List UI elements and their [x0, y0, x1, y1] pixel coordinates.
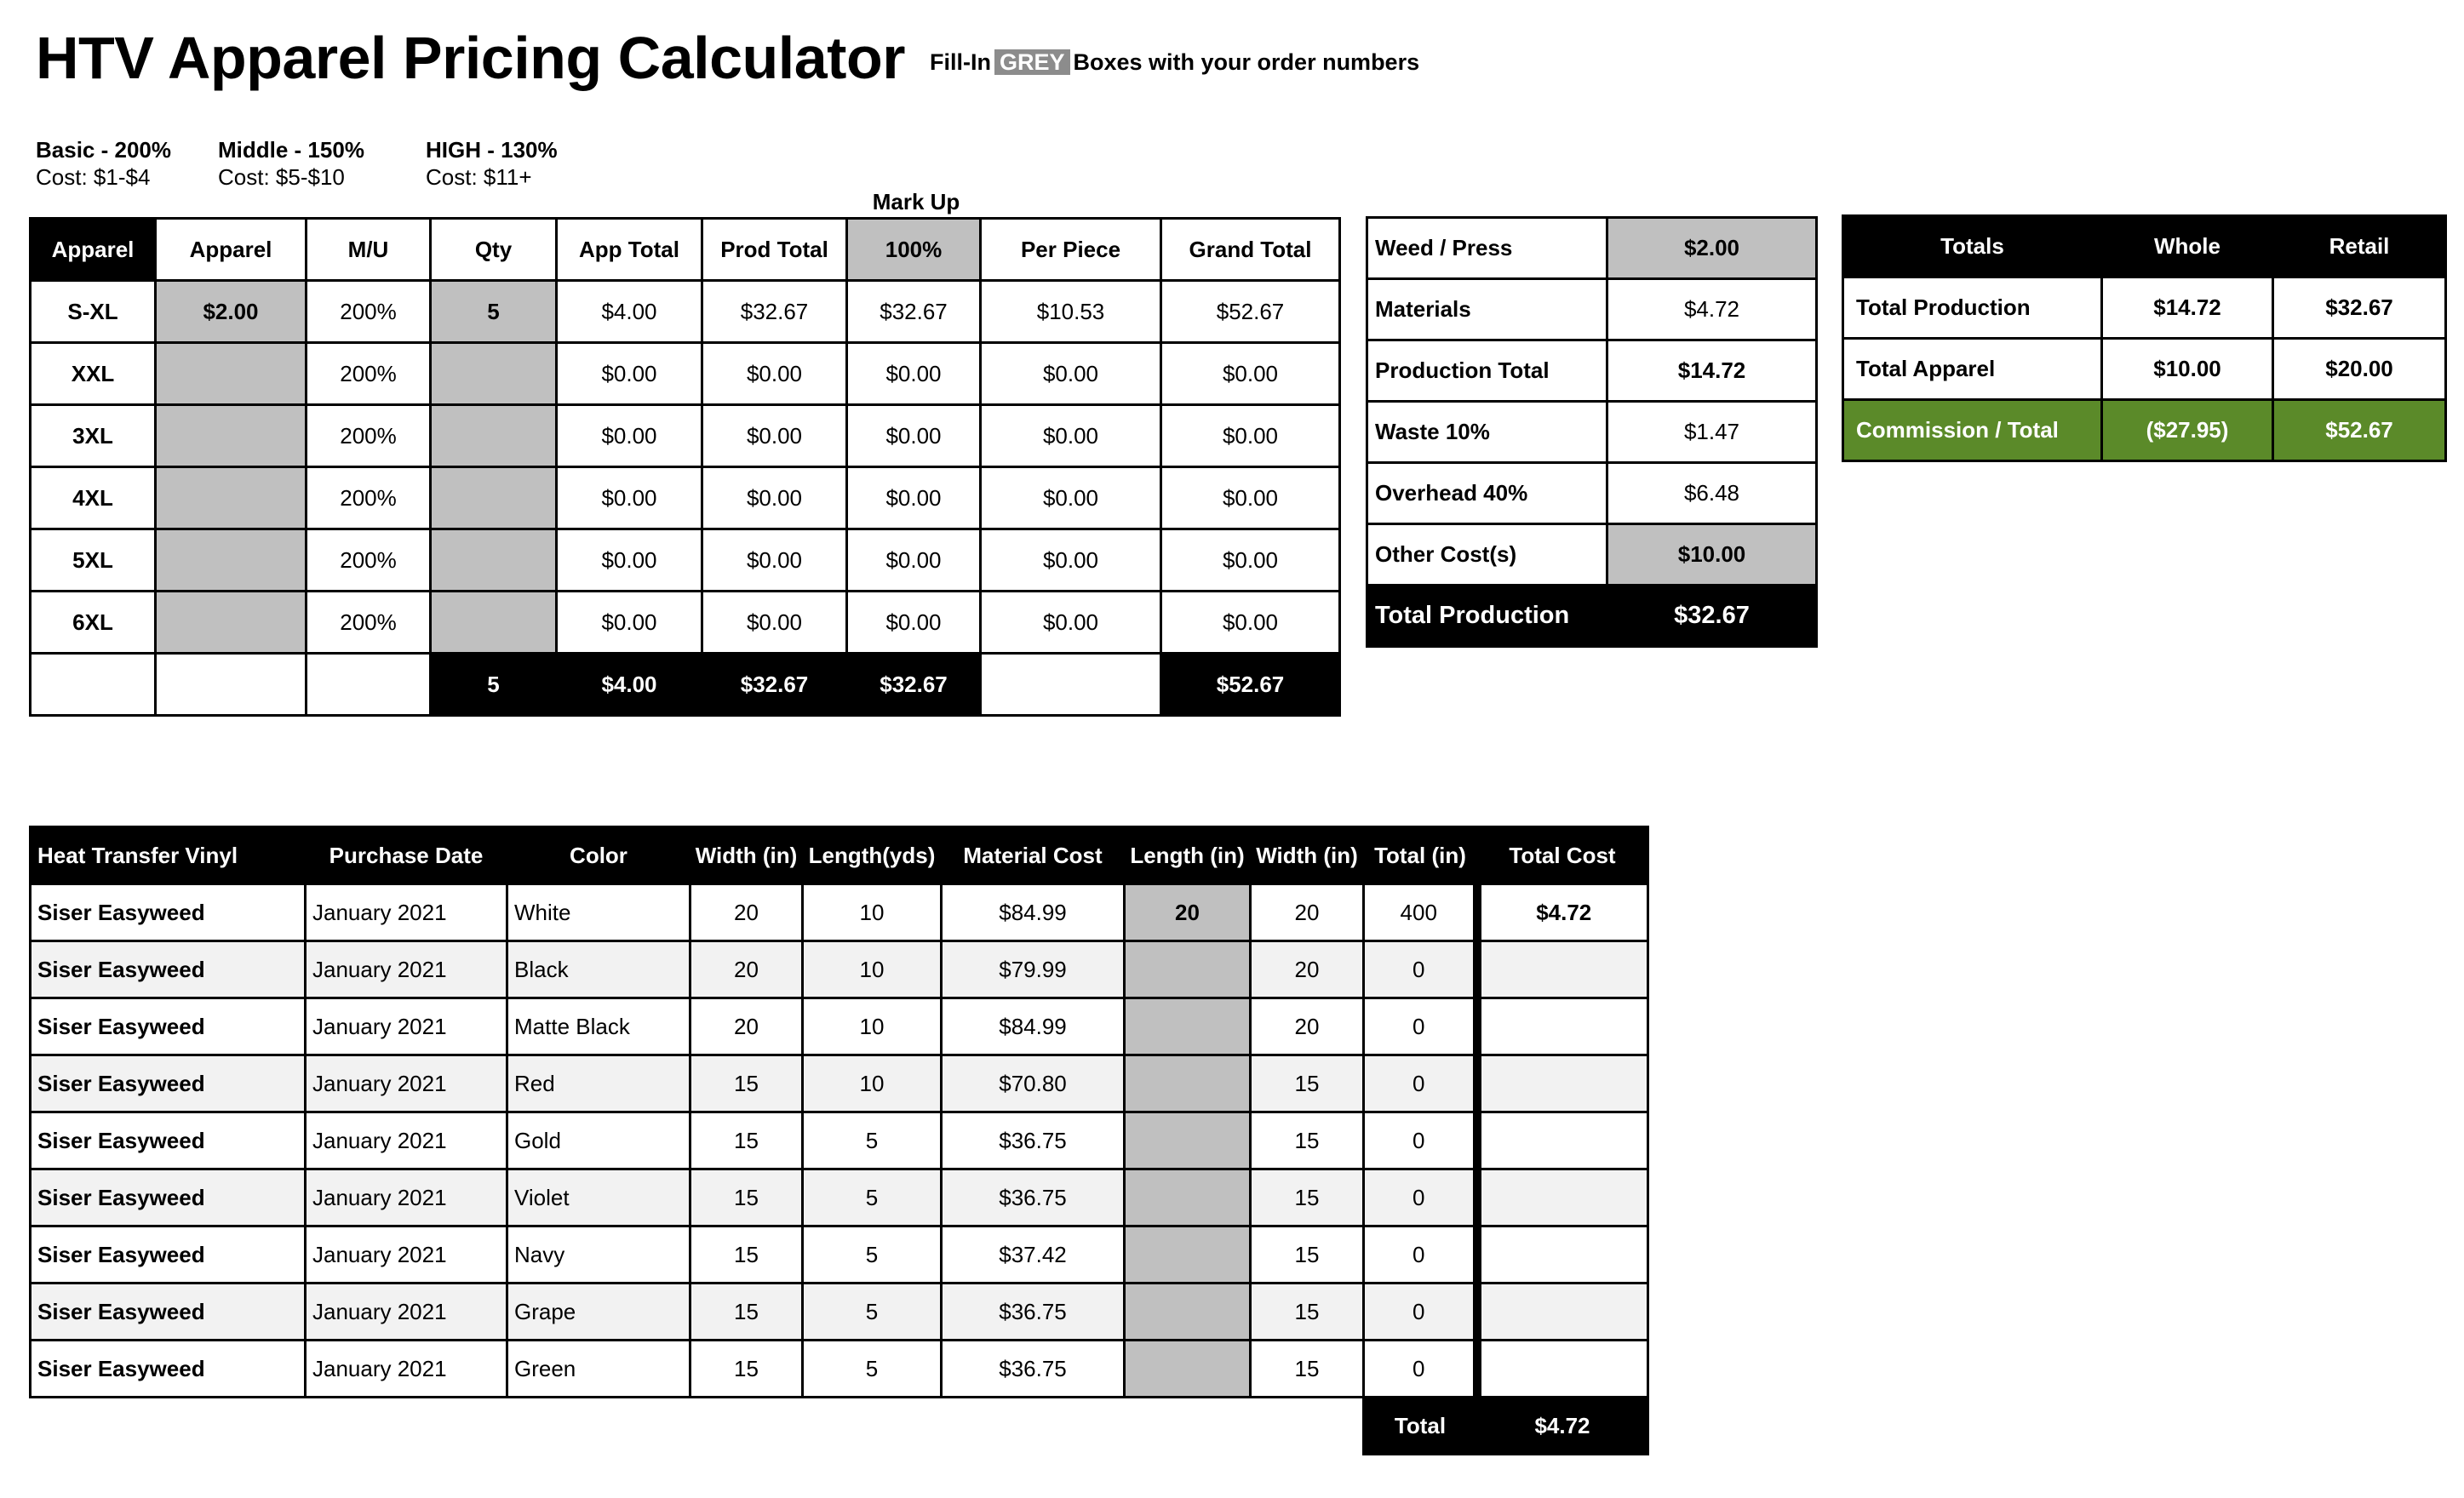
used-width-in: 15 — [1251, 1112, 1364, 1169]
length-in-input[interactable] — [1125, 998, 1251, 1055]
cost-value: $6.48 — [1607, 463, 1817, 524]
column-header: Total Cost — [1477, 827, 1648, 884]
production-cost-table — [1366, 216, 1818, 648]
table-row — [31, 1284, 1648, 1341]
grand-total-cell: $0.00 — [1161, 529, 1340, 592]
purchase-date: January 2021 — [306, 1284, 507, 1341]
tier-name: Basic - 200% — [36, 137, 171, 163]
vinyl-material-table — [29, 826, 1649, 1455]
column-header: Purchase Date — [306, 827, 507, 884]
apparel-cost-input[interactable] — [156, 467, 307, 529]
table-row — [31, 467, 1340, 529]
vinyl-name: Siser Easyweed — [31, 1284, 306, 1341]
prod-total-cell: $0.00 — [702, 343, 847, 405]
prod-total-cell: $32.67 — [702, 281, 847, 343]
cost-value: $14.72 — [1607, 340, 1817, 402]
column-header: Totals — [1843, 216, 2102, 277]
qty-input[interactable] — [431, 405, 557, 467]
per-piece-cell: $0.00 — [981, 467, 1161, 529]
material-cost: $84.99 — [942, 884, 1125, 941]
instruction-suffix: Boxes with your order numbers — [1073, 49, 1420, 75]
purchase-date: January 2021 — [306, 1112, 507, 1169]
total-in: 0 — [1364, 1284, 1477, 1341]
tier-cost: Cost: $11+ — [426, 164, 532, 190]
markup-cell: 200% — [307, 405, 431, 467]
total-cost — [1477, 1341, 1648, 1398]
total-in: 0 — [1364, 1112, 1477, 1169]
column-header: Retail — [2273, 216, 2446, 277]
commission-row — [1843, 400, 2446, 461]
table-row — [31, 941, 1648, 998]
vinyl-color: Black — [507, 941, 690, 998]
markup-value-cell: $0.00 — [847, 405, 981, 467]
column-header: Total (in) — [1364, 827, 1477, 884]
cost-label: Weed / Press — [1367, 218, 1607, 279]
used-width-in: 20 — [1251, 884, 1364, 941]
table-header-row — [31, 219, 1340, 281]
column-header: Length (in) — [1125, 827, 1251, 884]
table-row — [1843, 277, 2446, 339]
empty-cell — [31, 654, 156, 716]
vinyl-color: Green — [507, 1341, 690, 1398]
totals-label: Total Production — [1843, 277, 2102, 339]
used-width-in: 15 — [1251, 1341, 1364, 1398]
column-header: Qty — [431, 219, 557, 281]
per-piece-cell: $0.00 — [981, 592, 1161, 654]
total-cost — [1477, 998, 1648, 1055]
column-header: M/U — [307, 219, 431, 281]
prod-total-cell: $0.00 — [702, 592, 847, 654]
material-cost: $36.75 — [942, 1169, 1125, 1226]
markup-value-cell: $0.00 — [847, 343, 981, 405]
width-in: 20 — [690, 941, 803, 998]
qty-input[interactable] — [431, 529, 557, 592]
markup-cell: 200% — [307, 343, 431, 405]
size-cell: 6XL — [31, 592, 156, 654]
width-in: 15 — [690, 1112, 803, 1169]
markup-value-cell: $0.00 — [847, 529, 981, 592]
length-yds: 10 — [803, 1055, 942, 1112]
vinyl-total-value: $4.72 — [1477, 1398, 1648, 1455]
cost-label: Other Cost(s) — [1367, 524, 1607, 586]
width-in: 15 — [690, 1284, 803, 1341]
table-row — [31, 529, 1340, 592]
used-width-in: 15 — [1251, 1055, 1364, 1112]
total-in: 0 — [1364, 1226, 1477, 1284]
markup-value-cell: $32.67 — [847, 281, 981, 343]
per-piece-cell: $0.00 — [981, 343, 1161, 405]
material-cost: $36.75 — [942, 1112, 1125, 1169]
retail-value: $20.00 — [2273, 339, 2446, 400]
cost-row-waste — [1367, 402, 1817, 463]
table-row — [31, 405, 1340, 467]
width-in: 20 — [690, 884, 803, 941]
app-total-cell: $0.00 — [557, 343, 702, 405]
markup-label: Mark Up — [872, 189, 960, 214]
column-header: Material Cost — [942, 827, 1125, 884]
empty-cell — [981, 654, 1161, 716]
purchase-date: January 2021 — [306, 884, 507, 941]
empty-cell — [803, 1398, 942, 1455]
cost-row-other — [1367, 524, 1817, 586]
size-cell: XXL — [31, 343, 156, 405]
cost-row-materials — [1367, 279, 1817, 340]
markup-value-cell: $0.00 — [847, 592, 981, 654]
purchase-date: January 2021 — [306, 1226, 507, 1284]
markup-percent-input[interactable]: 100% — [847, 219, 981, 281]
material-cost: $37.42 — [942, 1226, 1125, 1284]
empty-cell — [307, 654, 431, 716]
total-cost: $4.72 — [1477, 884, 1648, 941]
total-cost — [1477, 1055, 1648, 1112]
empty-cell — [306, 1398, 507, 1455]
length-in-input[interactable] — [1125, 1226, 1251, 1284]
whole-value: ($27.95) — [2102, 400, 2273, 461]
material-cost: $84.99 — [942, 998, 1125, 1055]
totals-row — [31, 654, 1340, 716]
qty-input[interactable] — [431, 467, 557, 529]
tier-basic — [36, 136, 171, 191]
whole-value: $10.00 — [2102, 339, 2273, 400]
table-row — [31, 343, 1340, 405]
qty-total: 5 — [431, 654, 557, 716]
vinyl-color: Matte Black — [507, 998, 690, 1055]
vinyl-name: Siser Easyweed — [31, 1169, 306, 1226]
per-piece-cell: $10.53 — [981, 281, 1161, 343]
length-in-input[interactable] — [1125, 1341, 1251, 1398]
purchase-date: January 2021 — [306, 1341, 507, 1398]
length-yds: 10 — [803, 941, 942, 998]
length-yds: 10 — [803, 998, 942, 1055]
length-yds: 5 — [803, 1112, 942, 1169]
length-yds: 5 — [803, 1284, 942, 1341]
used-width-in: 15 — [1251, 1169, 1364, 1226]
total-cost — [1477, 1226, 1648, 1284]
vinyl-name: Siser Easyweed — [31, 1226, 306, 1284]
tier-middle — [218, 136, 364, 191]
length-yds: 5 — [803, 1169, 942, 1226]
purchase-date: January 2021 — [306, 1169, 507, 1226]
vinyl-total-label: Total — [1364, 1398, 1477, 1455]
instruction-prefix: Fill-In — [930, 49, 991, 75]
size-cell: S-XL — [31, 281, 156, 343]
app-total-cell: $0.00 — [557, 529, 702, 592]
total-in: 0 — [1364, 941, 1477, 998]
apparel-cost-input[interactable] — [156, 343, 307, 405]
total-in: 400 — [1364, 884, 1477, 941]
empty-cell — [942, 1398, 1125, 1455]
cost-label: Materials — [1367, 279, 1607, 340]
apparel-cost-input[interactable]: $2.00 — [156, 281, 307, 343]
whole-value: $14.72 — [2102, 277, 2273, 339]
total-cost — [1477, 1169, 1648, 1226]
other-costs-input[interactable]: $10.00 — [1607, 524, 1817, 586]
markup-total-sum: $32.67 — [847, 654, 981, 716]
totals-label: Commission / Total — [1843, 400, 2102, 461]
table-row — [31, 998, 1648, 1055]
width-in: 15 — [690, 1226, 803, 1284]
width-in: 15 — [690, 1055, 803, 1112]
total-cost — [1477, 941, 1648, 998]
prod-total-cell: $0.00 — [702, 529, 847, 592]
apparel-cost-input[interactable] — [156, 592, 307, 654]
total-cost — [1477, 1112, 1648, 1169]
weed-press-input[interactable]: $2.00 — [1607, 218, 1817, 279]
material-cost: $70.80 — [942, 1055, 1125, 1112]
table-row — [31, 1226, 1648, 1284]
vinyl-color: Gold — [507, 1112, 690, 1169]
apparel-cost-input[interactable] — [156, 529, 307, 592]
column-header: Width (in) — [1251, 827, 1364, 884]
column-header: Color — [507, 827, 690, 884]
column-header: Per Piece — [981, 219, 1161, 281]
grand-total-cell: $52.67 — [1161, 281, 1340, 343]
vinyl-color: Red — [507, 1055, 690, 1112]
length-yds: 10 — [803, 884, 942, 941]
column-header: App Total — [557, 219, 702, 281]
table-row — [31, 281, 1340, 343]
vinyl-name: Siser Easyweed — [31, 1112, 306, 1169]
empty-cell — [31, 1398, 306, 1455]
empty-cell — [1251, 1398, 1364, 1455]
column-header: Apparel — [156, 219, 307, 281]
qty-input[interactable] — [431, 343, 557, 405]
column-header: Whole — [2102, 216, 2273, 277]
tier-name: Middle - 150% — [218, 137, 364, 163]
material-cost: $36.75 — [942, 1341, 1125, 1398]
app-total-cell: $4.00 — [557, 281, 702, 343]
length-yds: 5 — [803, 1341, 942, 1398]
used-width-in: 15 — [1251, 1284, 1364, 1341]
purchase-date: January 2021 — [306, 998, 507, 1055]
cost-row-total-production — [1367, 586, 1817, 647]
cost-label: Waste 10% — [1367, 402, 1607, 463]
vinyl-color: Violet — [507, 1169, 690, 1226]
cost-label: Total Production — [1367, 586, 1607, 647]
cost-label: Production Total — [1367, 340, 1607, 402]
column-header: Apparel — [31, 219, 156, 281]
markup-cell: 200% — [307, 529, 431, 592]
length-in-input[interactable] — [1125, 1169, 1251, 1226]
length-in-input[interactable] — [1125, 941, 1251, 998]
app-total-cell: $0.00 — [557, 467, 702, 529]
cost-value: $1.47 — [1607, 402, 1817, 463]
apparel-pricing-table — [29, 217, 1341, 717]
column-header: Heat Transfer Vinyl — [31, 827, 306, 884]
tier-cost: Cost: $5-$10 — [218, 164, 345, 190]
column-header: Grand Total — [1161, 219, 1340, 281]
used-width-in: 20 — [1251, 941, 1364, 998]
length-in-input[interactable]: 20 — [1125, 884, 1251, 941]
material-cost: $36.75 — [942, 1284, 1125, 1341]
vinyl-name: Siser Easyweed — [31, 1341, 306, 1398]
app-total-cell: $0.00 — [557, 592, 702, 654]
totals-label: Total Apparel — [1843, 339, 2102, 400]
qty-input[interactable]: 5 — [431, 281, 557, 343]
length-yds: 5 — [803, 1226, 942, 1284]
table-row — [31, 592, 1340, 654]
per-piece-cell: $0.00 — [981, 405, 1161, 467]
purchase-date: January 2021 — [306, 1055, 507, 1112]
width-in: 15 — [690, 1169, 803, 1226]
length-in-input[interactable] — [1125, 1112, 1251, 1169]
column-header: Prod Total — [702, 219, 847, 281]
markup-cell: 200% — [307, 467, 431, 529]
app-total-sum: $4.00 — [557, 654, 702, 716]
table-row — [31, 1055, 1648, 1112]
empty-cell — [1125, 1398, 1251, 1455]
app-total-cell: $0.00 — [557, 405, 702, 467]
retail-value: $52.67 — [2273, 400, 2446, 461]
vinyl-name: Siser Easyweed — [31, 884, 306, 941]
instruction-grey-tag: GREY — [994, 49, 1070, 75]
retail-value: $32.67 — [2273, 277, 2446, 339]
column-header: Length(yds) — [803, 827, 942, 884]
empty-cell — [156, 654, 307, 716]
total-in: 0 — [1364, 1341, 1477, 1398]
grand-total-cell: $0.00 — [1161, 405, 1340, 467]
table-header-row — [1843, 216, 2446, 277]
tier-name: HIGH - 130% — [426, 137, 558, 163]
total-in: 0 — [1364, 998, 1477, 1055]
table-row — [31, 1169, 1648, 1226]
empty-cell — [507, 1398, 690, 1455]
prod-total-cell: $0.00 — [702, 405, 847, 467]
page-title: HTV Apparel Pricing Calculator — [36, 25, 905, 91]
prod-total-cell: $0.00 — [702, 467, 847, 529]
grand-total-cell: $0.00 — [1161, 343, 1340, 405]
tier-high — [426, 136, 558, 191]
size-cell: 3XL — [31, 405, 156, 467]
table-row — [1843, 339, 2446, 400]
size-cell: 5XL — [31, 529, 156, 592]
vinyl-color: Grape — [507, 1284, 690, 1341]
cost-row-weed-press — [1367, 218, 1817, 279]
table-row — [31, 1112, 1648, 1169]
column-header: Width (in) — [690, 827, 803, 884]
cost-row-production-total — [1367, 340, 1817, 402]
total-in: 0 — [1364, 1169, 1477, 1226]
vinyl-name: Siser Easyweed — [31, 941, 306, 998]
cost-label: Overhead 40% — [1367, 463, 1607, 524]
grand-total-cell: $0.00 — [1161, 592, 1340, 654]
length-in-input[interactable] — [1125, 1284, 1251, 1341]
grand-total-cell: $0.00 — [1161, 467, 1340, 529]
totals-table — [1842, 214, 2447, 462]
markup-cell: 200% — [307, 592, 431, 654]
table-row — [31, 1341, 1648, 1398]
empty-cell — [690, 1398, 803, 1455]
per-piece-cell: $0.00 — [981, 529, 1161, 592]
total-in: 0 — [1364, 1055, 1477, 1112]
vinyl-name: Siser Easyweed — [31, 1055, 306, 1112]
used-width-in: 20 — [1251, 998, 1364, 1055]
length-in-input[interactable] — [1125, 1055, 1251, 1112]
vinyl-color: Navy — [507, 1226, 690, 1284]
total-cost — [1477, 1284, 1648, 1341]
instruction-text — [930, 49, 1419, 76]
apparel-cost-input[interactable] — [156, 405, 307, 467]
size-cell: 4XL — [31, 467, 156, 529]
width-in: 15 — [690, 1341, 803, 1398]
vinyl-total-row — [31, 1398, 1648, 1455]
table-row — [31, 884, 1648, 941]
material-cost: $79.99 — [942, 941, 1125, 998]
vinyl-color: White — [507, 884, 690, 941]
cost-value: $4.72 — [1607, 279, 1817, 340]
markup-value-cell: $0.00 — [847, 467, 981, 529]
prod-total-sum: $32.67 — [702, 654, 847, 716]
table-header-row — [31, 827, 1648, 884]
used-width-in: 15 — [1251, 1226, 1364, 1284]
markup-cell: 200% — [307, 281, 431, 343]
purchase-date: January 2021 — [306, 941, 507, 998]
width-in: 20 — [690, 998, 803, 1055]
grand-total-sum: $52.67 — [1161, 654, 1340, 716]
cost-row-overhead — [1367, 463, 1817, 524]
tier-cost: Cost: $1-$4 — [36, 164, 151, 190]
vinyl-name: Siser Easyweed — [31, 998, 306, 1055]
cost-value: $32.67 — [1607, 586, 1817, 647]
qty-input[interactable] — [431, 592, 557, 654]
